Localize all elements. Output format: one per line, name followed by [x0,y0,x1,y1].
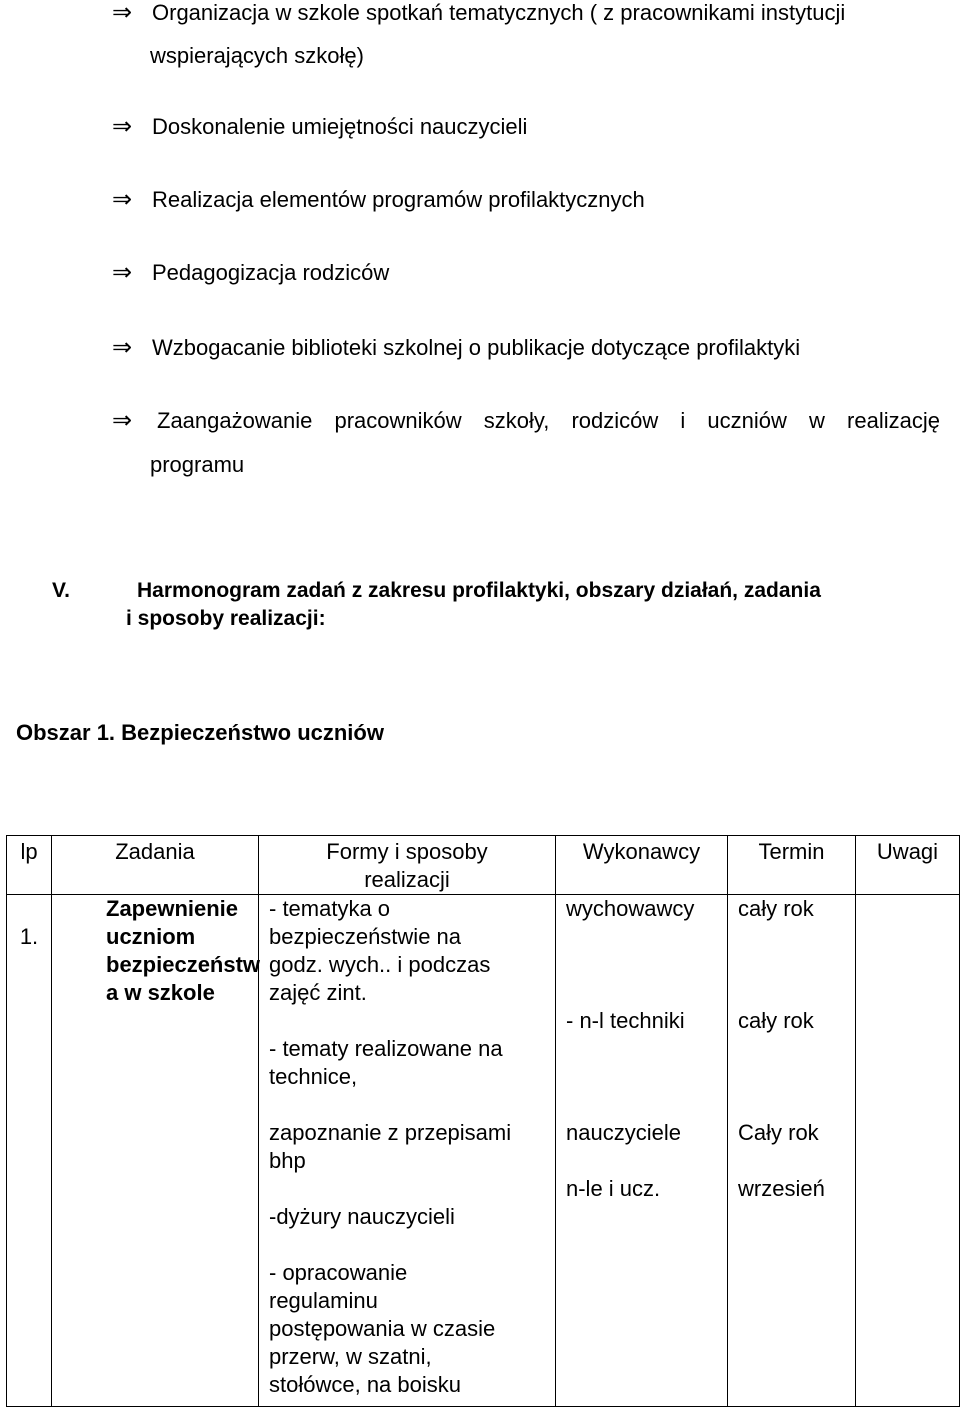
formy-line: godz. wych.. i podczas [269,952,491,977]
section-title-line2: i sposoby realizacji: [126,607,326,630]
double-arrow-right-icon: ⇒ [112,113,133,140]
row-zadanie-line4: a w szkole [106,980,215,1005]
formy-line: - tematy realizowane na [269,1036,503,1061]
formy-line: -dyżury nauczycieli [269,1204,455,1229]
bullet-item-2: Doskonalenie umiejętności nauczycieli [152,114,528,139]
area-heading: Obszar 1. Bezpieczeństwo uczniów [16,720,384,745]
row-formy [259,895,556,1407]
wykonawca: - n-l techniki [566,1008,685,1033]
header-formy [259,836,556,895]
wykonawca: wychowawcy [566,896,695,921]
termin: wrzesień [738,1176,825,1201]
row-lp [7,895,52,1407]
formy-line: - tematyka o [269,896,391,921]
header-formy-line1: Formy i sposoby [326,839,488,864]
row-wykonawcy [556,895,728,1407]
double-arrow-right-icon: ⇒ [112,259,133,286]
bullet-item-5: Wzbogacanie biblioteki szkolnej o publikacje dotyczące profilaktyki [152,335,801,360]
header-formy-line2: realizacji [364,867,450,892]
formy-line: stołówce, na boisku [269,1372,461,1397]
double-arrow-right-icon: ⇒ [112,0,133,26]
section-title-line1: Harmonogram zadań z zakresu profilaktyki, obszary działań, zadania [137,579,821,602]
table-row [7,895,960,1407]
bullet-item-6: Zaangażowanie pracowników szkoły, rodziców i uczniów w realizację [157,408,940,433]
row-zadanie-line1: Zapewnienie [106,896,239,921]
bullet-item-3: Realizacja elementów programów profilaktycznych [152,187,645,212]
double-arrow-right-icon: ⇒ [112,334,133,361]
table-header-row [7,836,960,895]
header-lp: lp [7,836,52,895]
formy-line: postępowania w czasie [269,1316,496,1341]
formy-line: zajęć zint. [269,980,367,1005]
formy-line: bhp [269,1148,306,1173]
bullet-item-6-continuation: programu [150,452,245,477]
wykonawca: n-le i ucz. [566,1176,661,1201]
row-lp-value: 1. [19,924,39,949]
bullet-item-4: Pedagogizacja rodziców [152,260,390,285]
section-number: V. [52,579,70,602]
double-arrow-right-icon: ⇒ [112,407,133,434]
formy-line: bezpieczeństwie na [269,924,462,949]
header-zadania: Zadania [52,836,259,895]
header-wykonawcy: Wykonawcy [556,836,728,895]
formy-line: regulaminu [269,1288,378,1313]
termin: Cały rok [738,1120,819,1145]
row-uwagi [856,895,960,1407]
wykonawca: nauczyciele [566,1120,681,1145]
row-termin [728,895,856,1407]
row-zadanie-line2: uczniom [106,924,196,949]
double-arrow-right-icon: ⇒ [112,186,133,213]
formy-line: zapoznanie z przepisami [269,1120,512,1145]
row-zadanie-line3: bezpieczeństw [106,952,261,977]
schedule-table [6,835,960,1407]
bullet-item-1-continuation: wspierających szkołę) [150,43,364,68]
row-zadanie [52,895,259,1407]
formy-line: - opracowanie [269,1260,408,1285]
bullet-item-1: Organizacja w szkole spotkań tematycznych ( z pracownikami instytucji [152,0,846,25]
formy-line: technice, [269,1064,358,1089]
header-uwagi: Uwagi [856,836,960,895]
termin: cały rok [738,1008,814,1033]
formy-line: przerw, w szatni, [269,1344,432,1369]
termin: cały rok [738,896,814,921]
header-termin: Termin [728,836,856,895]
